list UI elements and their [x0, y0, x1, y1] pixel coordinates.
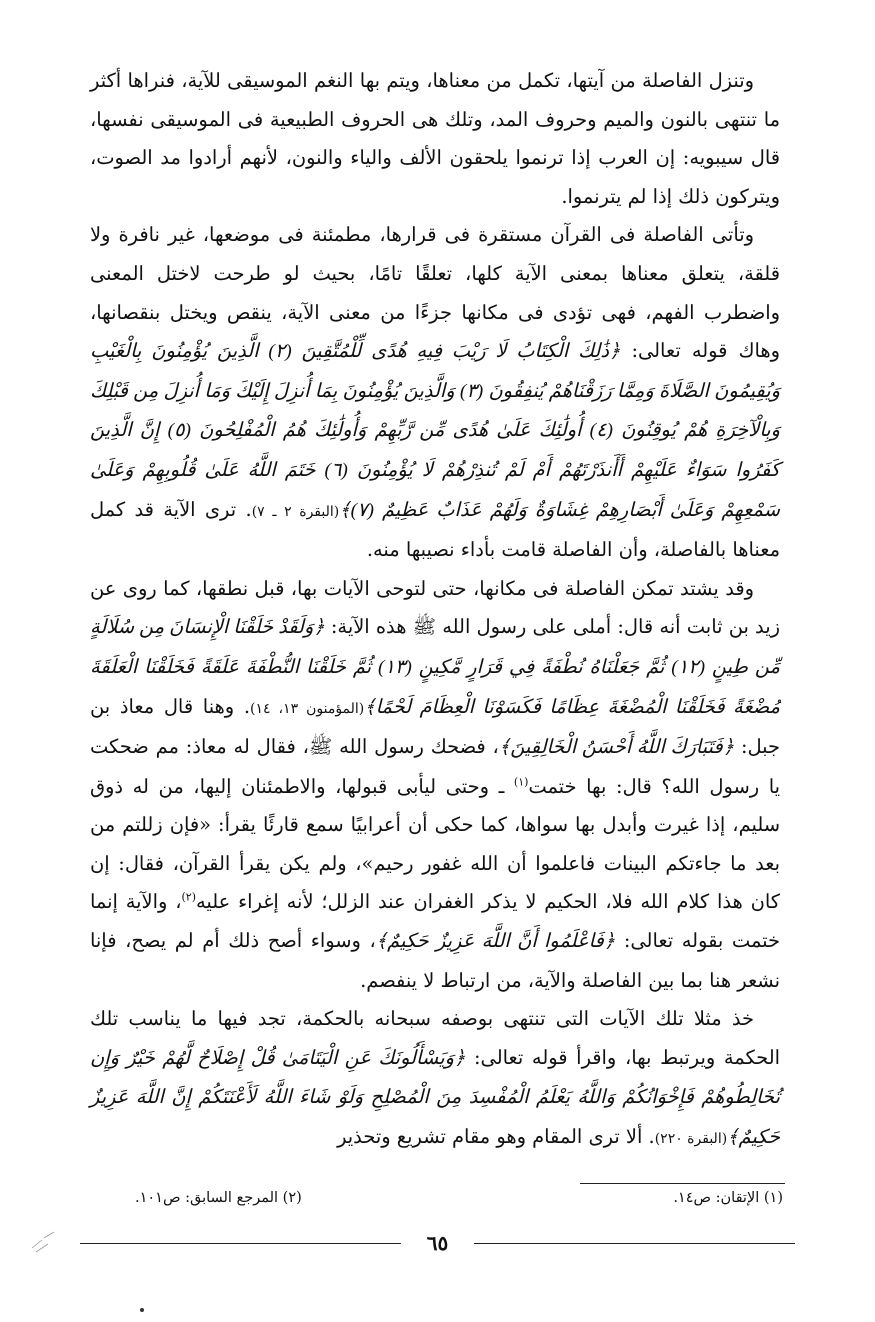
footnote-2: (٢) المرجع السابق: ص١٠١. — [135, 1190, 302, 1206]
quran-quote-muminun: ﴿وَلَقَدْ خَلَقْنَا الْإِنسَانَ مِن سُلَالَةٍ مِّن طِينٍ (١٢) ثُمَّ جَعَلْنَاهُ نُطْفَةً فِي قَرَارٍ مَّكِينٍ (١٣) ثُمَّ خَلَقْنَا النُّطْفَةَ عَلَقَةً فَخَلَقْنَا الْعَلَقَةَ مُضْغَةً فَخَلَقْنَا الْمُضْغَةَ عِظَامًا فَكَسَوْنَا الْعِظَامَ لَحْمًا﴾ — [90, 617, 781, 718]
quran-reference: (المؤمنون ١٣، ١٤) — [250, 700, 365, 717]
paragraph-4-a: خذ مثلا تلك الآيات التى تنتهى بوصفه سبحانه بالحكمة، تجد فيها ما يناسب تلك الحكمة ويرتبط بها، واقرأ قوله تعالى: — [90, 1007, 780, 1069]
paragraph-4-b: . ألا ترى المقام وهو مقام تشريع وتحذير — [337, 1125, 655, 1149]
body-text — [90, 62, 780, 1159]
paragraph-3-b: . وهنا قال معاذ بن جبل: — [90, 694, 781, 759]
scan-speck — [140, 1308, 144, 1312]
page-number: ٦٥ — [426, 1231, 449, 1255]
quran-quote-aziz-hakim: ﴿فَاعْلَمُوا أَنَّ اللَّهَ عَزِيزٌ حَكِيمٌ﴾ — [375, 931, 616, 953]
paragraph-2-start: وتأتى الفاصلة فى القرآن مستقرة فى قرارها، مطمئنة فى موضعها، غير نافرة ولا قلقة، يتعلق معناها بمعنى الآية كلها، تعلقًا تامًا، بحيث لو طرحت لاختل المعنى واضطرب الفهم، فهى تؤدى فى مكانها جزءًا من معنى الآية، ينقص ويختل بنقصانها، وهاك قوله تعالى: — [90, 223, 781, 363]
quran-reference: (البقرة ٢ ـ ٧) — [251, 503, 340, 520]
paragraph-2 — [90, 216, 780, 569]
paragraph-3-f: ، وسواء أصح ذلك أم لم يصح، فإنا نشعر هنا بما بين الفاصلة والآية، من ارتباط لا ينفصم. — [90, 929, 780, 992]
footnote-marker-2: (٢) — [181, 891, 196, 904]
footer-rule-left — [80, 1243, 401, 1244]
paragraph-4 — [90, 1000, 780, 1158]
footnote-separator — [580, 1183, 785, 1184]
paragraph-3 — [90, 570, 780, 1001]
paragraph-3-a: وقد يشتد تمكن الفاصلة فى مكانها، حتى لتوحى الآيات بها، قبل نطقها، كما روى عن زيد بن ثابت أنه قال: أملى على رسول الله ﷺ هذه الآية: — [90, 576, 780, 639]
paragraph-1-text: وتنزل الفاصلة من آيتها، تكمل من معناها، ويتم بها النغم الموسيقى للآية، فنراها أكثر ما تنتهى بالنون والميم وحروف المد، وتلك هى الحروف الطبيعية فى الموسيقى نفسها، قال سيبويه: إن العرب إذا ترنموا يلحقون الألف والياء والنون، لأنهم أرادوا مد الصوت، ويتركون ذلك إذا لم يترنموا. — [90, 69, 780, 208]
paragraph-1 — [90, 62, 780, 216]
paragraph-3-c: ، فضحك رسول الله ﷺ، فقال له معاذ: مم ضحكت يا رسول الله؟ قال: بها ختمت — [90, 735, 780, 798]
quran-quote-baqarah-220: ﴿وَيَسْأَلُونَكَ عَنِ الْيَتَامَىٰ قُلْ إِصْلَاحٌ لَّهُمْ خَيْرٌ وَإِن تُخَالِطُوهُمْ فَإِخْوَانُكُمْ وَاللَّهُ يَعْلَمُ الْمُفْسِدَ مِنَ الْمُصْلِحِ وَلَوْ شَاءَ اللَّهُ لَأَعْنَتَكُمْ إِنَّ اللَّهَ عَزِيزٌ حَكِيمٌ﴾ — [90, 1047, 780, 1149]
paragraph-3-d: ـ وحتى ليأبى قبولها، والاطمئنان إليها، من له ذوق سليم، إذا غيرت وأبدل بها سواها، كما حكى أن أعرابيًا سمع قارئًا يقرأ: «فإن زللتم من بعد ما جاءتكم البينات فاعلموا أن الله غفور رحيم»، ولم يكن يقرأ القرآن، فقال: إن كان هذا كلام الله فلا، الحكيم لا يذكر الغفران عند الزلل؛ لأنه إغراء عليه — [90, 774, 780, 914]
footnote-1: (١) الإتقان: ص١٤. — [673, 1190, 783, 1206]
page-footer — [80, 1228, 795, 1258]
footer-rule-right — [474, 1243, 795, 1244]
scan-mark-icon — [28, 1218, 68, 1258]
paragraph-3-e: ، والآية إنما ختمت بقوله تعالى: — [90, 890, 781, 953]
footnotes — [135, 1190, 783, 1206]
quran-quote-baqarah-2-7: ﴿ذَٰلِكَ الْكِتَابُ لَا رَيْبَ فِيهِ هُدًى لِّلْمُتَّقِينَ (٢) الَّذِينَ يُؤْمِنُونَ بِالْغَيْبِ وَيُقِيمُونَ الصَّلَاةَ وَمِمَّا رَزَقْنَاهُمْ يُنفِقُونَ (٣) وَالَّذِينَ يُؤْمِنُونَ بِمَا أُنزِلَ إِلَيْكَ وَمَا أُنزِلَ مِن قَبْلِكَ وَبِالْآخِرَةِ هُمْ يُوقِنُونَ (٤) أُولَٰئِكَ عَلَىٰ هُدًى مِّن رَّبِّهِمْ وَأُولَٰئِكَ هُمُ الْمُفْلِحُونَ (٥) إِنَّ الَّذِينَ كَفَرُوا سَوَاءٌ عَلَيْهِمْ أَأَنذَرْتَهُمْ أَمْ لَمْ تُنذِرْهُمْ لَا يُؤْمِنُونَ (٦) خَتَمَ اللَّهُ عَلَىٰ قُلُوبِهِمْ وَعَلَىٰ سَمْعِهِمْ وَعَلَىٰ أَبْصَارِهِمْ غِشَاوَةٌ وَلَهُمْ عَذَابٌ عَظِيمٌ (٧)﴾ — [90, 341, 781, 521]
paragraph-2-end: . ترى الآية قد كمل معناها بالفاصلة، وأن الفاصلة قامت بأداء نصيبها منه. — [90, 497, 780, 562]
footnote-marker-1: (١) — [513, 775, 529, 789]
quran-reference: (البقرة ٢٢٠) — [654, 1131, 728, 1148]
quran-quote-tabaraka: ﴿فَتَبَارَكَ اللَّهُ أَحْسَنُ الْخَالِقِينَ﴾ — [498, 737, 735, 759]
